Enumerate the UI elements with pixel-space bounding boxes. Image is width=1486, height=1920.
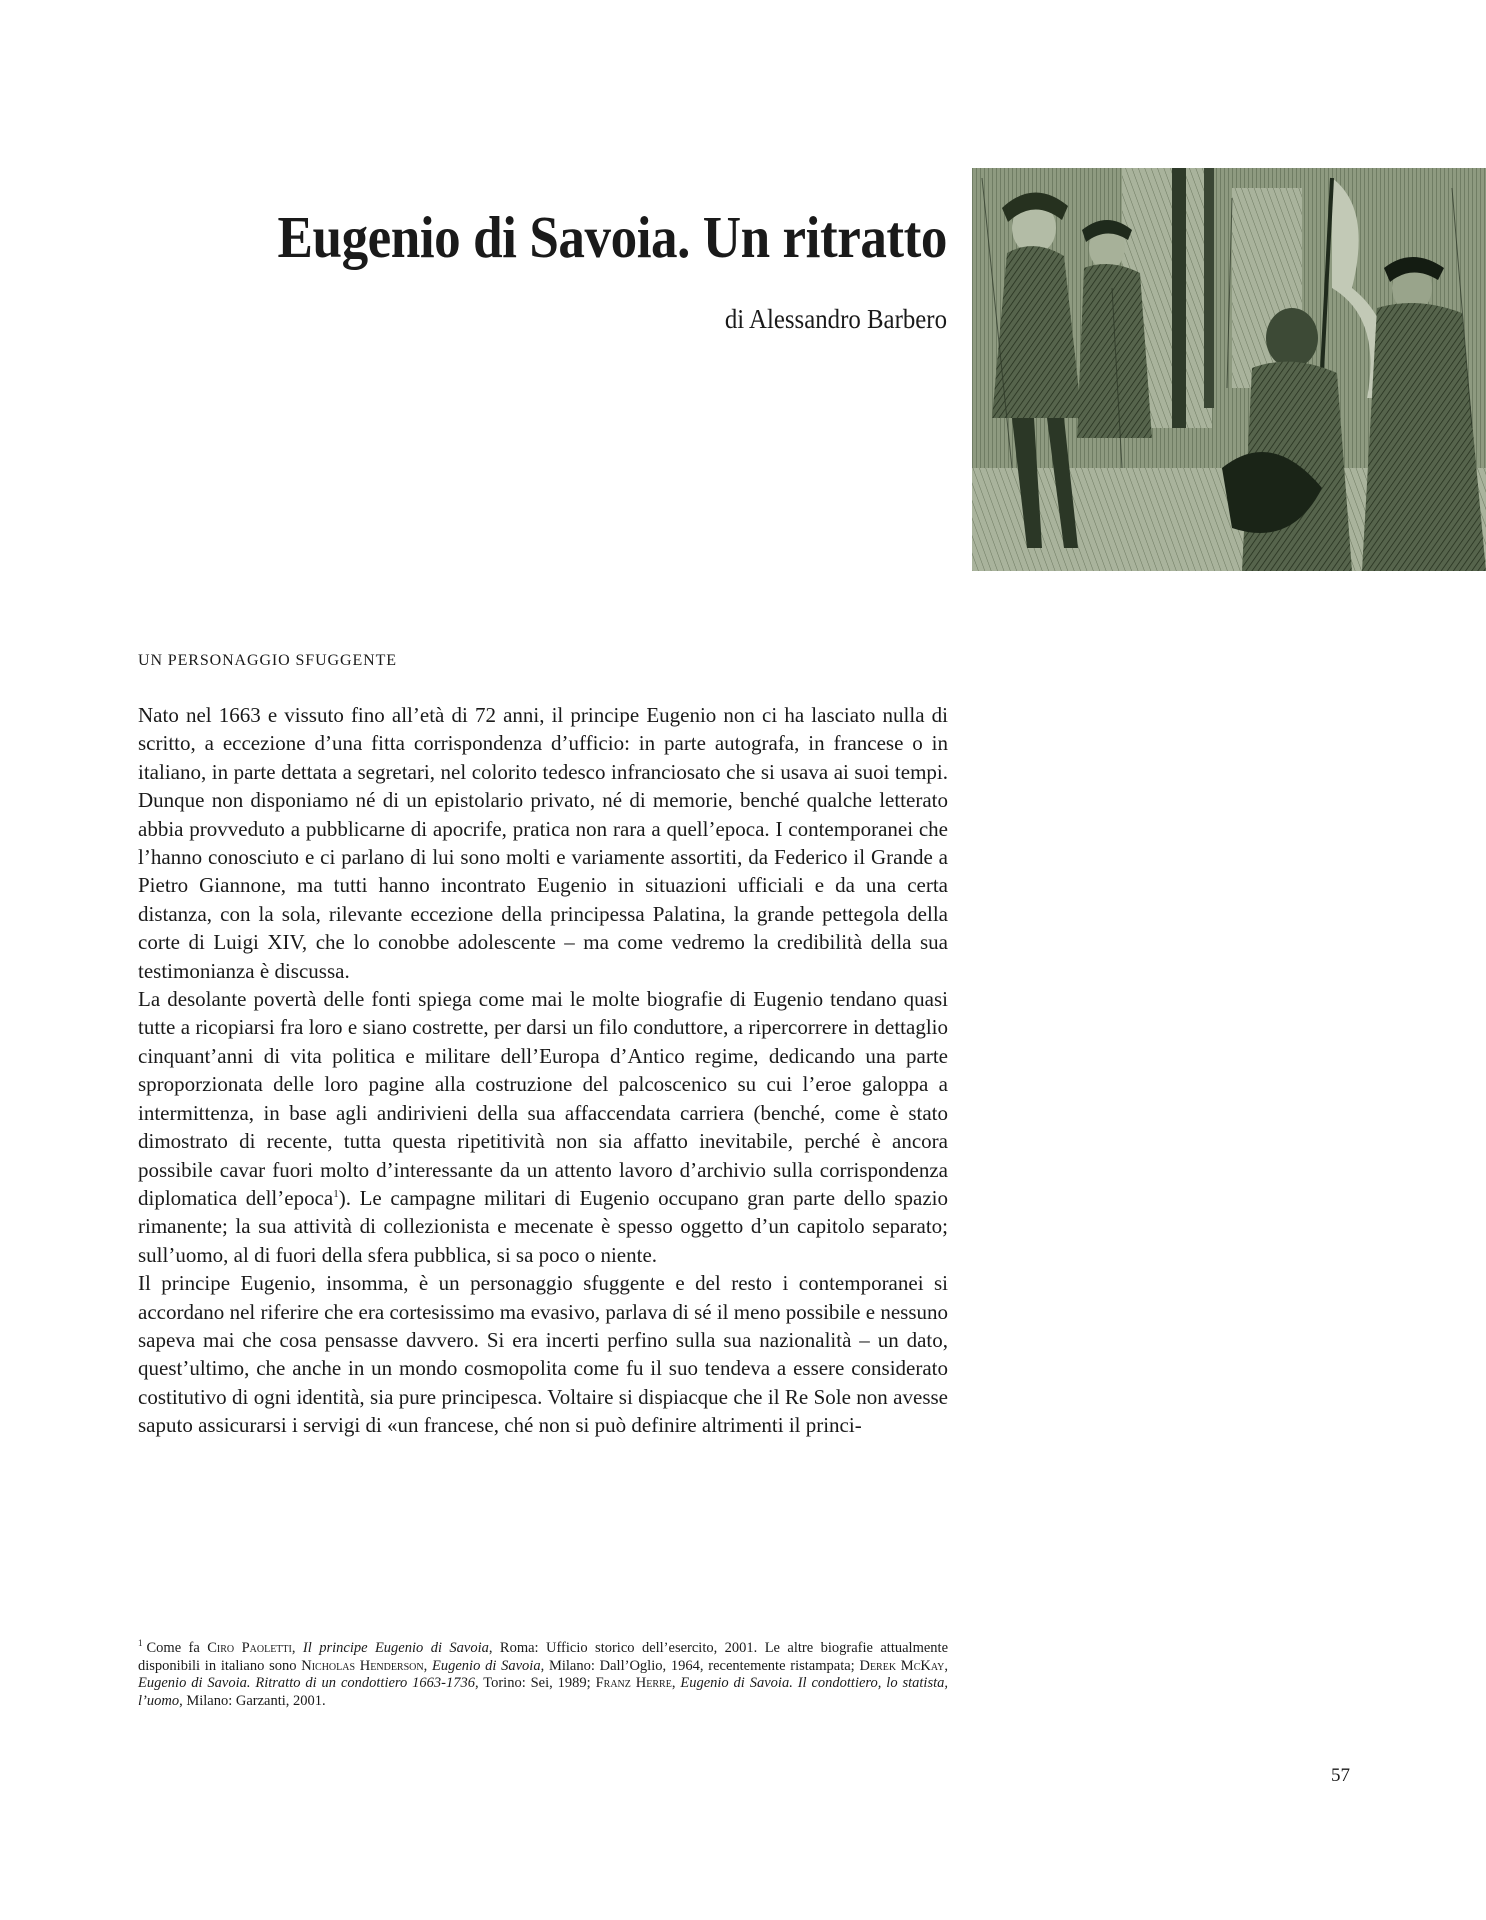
footnote-work: Eugenio di Savoia. Ritratto di un condottiero 1663-1736 xyxy=(138,1675,475,1691)
article-title: Eugenio di Savoia. Un ritratto xyxy=(277,203,947,270)
paragraph xyxy=(138,985,948,1269)
footnote-text: , Milano: Garzanti, 2001. xyxy=(179,1692,326,1709)
paragraph: Nato nel 1663 e vissuto fino all’età di 72 anni, il principe Eugenio non ci ha lasciato nulla di scritto, a eccezione d’una fitta corrispondenza d’ufficio: in parte autografa, in francese o in italiano, in parte dettata a segretari, nel colorito tedesco infranciosato che si usava ai suoi tempi. Dunque non disponiamo né di un epistolario privato, né di memorie, benché qualche letterato abbia provveduto a pubblicarne di apocrife, pratica non rara a quell’epoca. I contemporanei che l’hanno conosciuto e ci parlano di lui sono molti e variamente assortiti, da Federico il Grande a Pietro Giannone, ma tutti hanno incontrato Eugenio in situazioni ufficiali e da una certa distanza, con la sola, rilevante eccezione della principessa Palatina, la grande pettegola della corte di Luigi XIV, che lo conobbe adolescente – ma come vedremo la credibilità della sua testimonianza è discussa. xyxy=(138,703,948,983)
footnote xyxy=(138,1640,948,1710)
engraving-illustration xyxy=(972,168,1486,571)
article-body xyxy=(138,701,948,1440)
footnote-work: Il principe Eugenio di Savoia xyxy=(302,1640,489,1656)
section-heading: UN PERSONAGGIO SFUGGENTE xyxy=(138,652,397,669)
footnote-text: , Roma: Ufficio storico dell’esercito, 2001. Le altre biografie attualmente disponibili in italiano sono xyxy=(138,1640,949,1674)
footnote-text: , xyxy=(944,1657,948,1674)
footnote-author: Ciro Paoletti xyxy=(207,1640,292,1656)
footnote-text: Come fa xyxy=(146,1640,208,1656)
paragraph: Il principe Eugenio, insomma, è un personaggio sfuggente e del resto i contemporanei si accordano nel riferire che era cortesissimo ma evasivo, parlava di sé il meno possibile e nessuno sapeva mai che cosa pensasse davvero. Si era incerti perfino sulla sua nazionalità – un dato, quest’ultimo, che anche in un mondo cosmopolita come fu il suo tendeva a essere considerato costitutivo di ogni identità, sia pure principesca. Voltaire si dispiacque che il Re Sole non avesse saputo assicurarsi i servigi di «un francese, ché non si può definire altrimenti il princi- xyxy=(138,1271,948,1438)
paragraph-text: La desolante povertà delle fonti spiega come mai le molte biografie di Eugenio tendano quasi tutte a ricopiarsi fra loro e siano costrette, per darsi un filo conduttore, a ripercorrere in dettaglio cinquant’anni di vita politica e militare dell’Europa d’Antico regime, dedicando una parte sproporzionata delle loro pagine alla costruzione del palcoscenico su cui l’eroe galoppa a intermittenza, in base agli andirivieni della sua affaccendata carriera (benché, come è stato dimostrato di recente, tutta questa ripetitività non sia affatto inevitabile, perché è ancora possibile cavar fuori molto d’interessante da un attento lavoro d’archivio sulla corrispondenza diplomatica dell’epoca xyxy=(138,987,948,1210)
footnote-author: Nicholas Henderson xyxy=(301,1657,424,1674)
footnote-text: , xyxy=(671,1675,681,1691)
footnote-text: , xyxy=(291,1640,303,1656)
paragraph-text: ). Le campagne militari di Eugenio occupano gran parte dello spazio rimanente; la sua attività di collezionista e mecenate è spesso oggetto d’un capitolo separato; sull’uomo, al di fuori della sfera pubblica, si sa poco o niente. xyxy=(138,1185,948,1267)
footnote-author: Derek McKay xyxy=(859,1657,945,1674)
footnote-work: Eugenio di Savoia xyxy=(432,1657,541,1674)
footnote-text: , Milano: Dall’Oglio, 1964, recentemente ristampata; xyxy=(540,1657,860,1674)
footnote-author: Franz Herre xyxy=(595,1675,672,1691)
footnote-text: , Torino: Sei, 1989; xyxy=(474,1675,596,1691)
footnote-reference[interactable]: 1 xyxy=(333,1187,339,1200)
footnote-mark: 1 xyxy=(138,1638,143,1649)
footnote-text: , xyxy=(423,1657,432,1674)
page-number: 57 xyxy=(1331,1765,1350,1786)
author-byline: di Alessandro Barbero xyxy=(724,304,947,334)
footnote-work: Eugenio di Savoia. Il condottiero, lo statista, l’uomo xyxy=(138,1675,948,1709)
